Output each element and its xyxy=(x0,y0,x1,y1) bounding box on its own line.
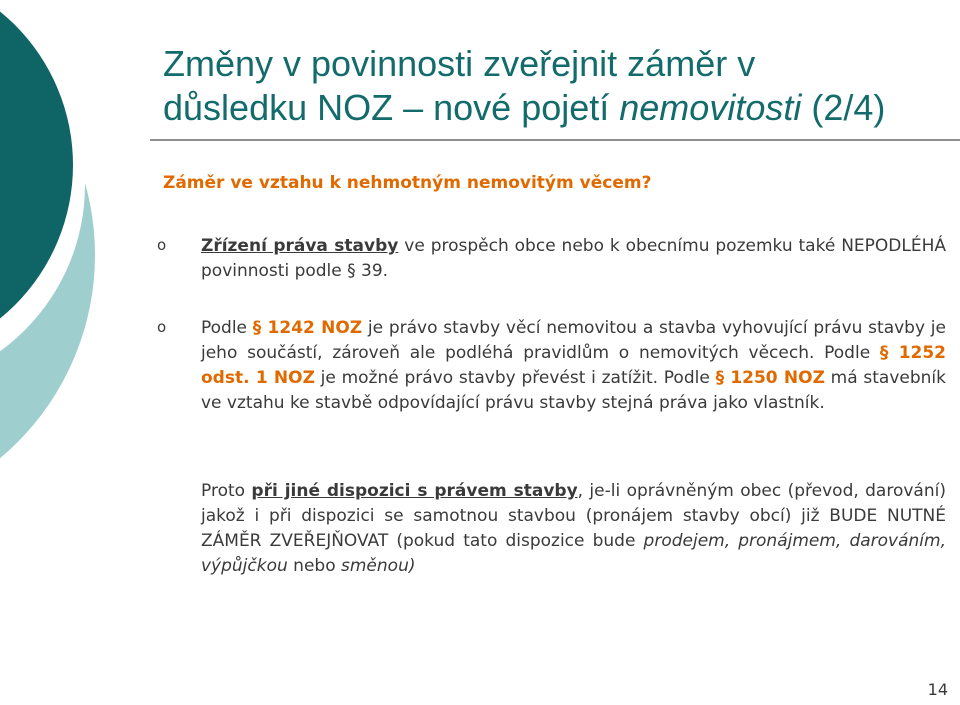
conclusion-paragraph xyxy=(201,479,946,579)
bullet-marker-1: o xyxy=(157,236,167,254)
paragraph-italic-1: prodejem, pronájmem, darováním, výpůjčkou xyxy=(201,531,946,576)
title-divider xyxy=(150,139,960,141)
bullet-item-2 xyxy=(201,316,946,416)
decorative-circles xyxy=(0,0,140,705)
bullet-2-text-3: je možné právo stavby převést i zatížit. Podle xyxy=(314,368,716,388)
paragraph-text-2: , je-li oprávněným obec (převod, darování) jakož i při dispozici se samotnou stavbou (pronájem stavby obcí) již BUDE NUTNÉ ZÁMĚR ZVEŘEJŇOVAT (pokud tato dispozice bude xyxy=(201,481,946,551)
page-number: 14 xyxy=(927,680,948,699)
slide-subtitle: Záměr ve vztahu k nehmotným nemovitým věcem? xyxy=(163,173,652,193)
bullet-2-text-1: Podle xyxy=(201,318,253,338)
bullet-2-text-4: má stavebník ve vztahu ke stavbě odpovídající právu stavby stejná práva jako vlastník. xyxy=(201,368,946,413)
slide-title xyxy=(163,42,953,130)
bullet-marker-2: o xyxy=(157,318,167,336)
bullet-item-1 xyxy=(201,234,946,284)
law-reference-1242: § 1242 NOZ xyxy=(252,318,363,338)
title-line2-italic: nemovitosti xyxy=(619,87,802,128)
paragraph-italic-2: směnou) xyxy=(341,556,416,576)
bullet-2-text-2: je právo stavby věcí nemovitou a stavba vyhovující právu stavby je jeho součástí, zároveň ale podléhá pravidlům o nemovitých věcech. Podle xyxy=(201,318,946,363)
law-reference-1250: § 1250 NOZ xyxy=(715,368,825,388)
title-line2-suffix: (2/4) xyxy=(801,87,886,128)
law-reference-1252: § 1252 odst. 1 NOZ xyxy=(201,343,947,388)
title-line2-prefix: důsledku NOZ – nové pojetí xyxy=(163,87,620,128)
paragraph-underlined: při jiné dispozici s právem stavby xyxy=(251,481,578,501)
paragraph-text-1: Proto xyxy=(201,481,252,501)
paragraph-text-3: nebo xyxy=(287,556,342,576)
title-line1: Změny v povinnosti zveřejnit záměr v xyxy=(163,43,756,84)
bullet-1-text: ve prospěch obce nebo k obecnímu pozemku také NEPODLÉHÁ povinnosti podle § 39. xyxy=(201,236,947,281)
bullet-1-lead: Zřízení práva stavby xyxy=(201,236,399,256)
